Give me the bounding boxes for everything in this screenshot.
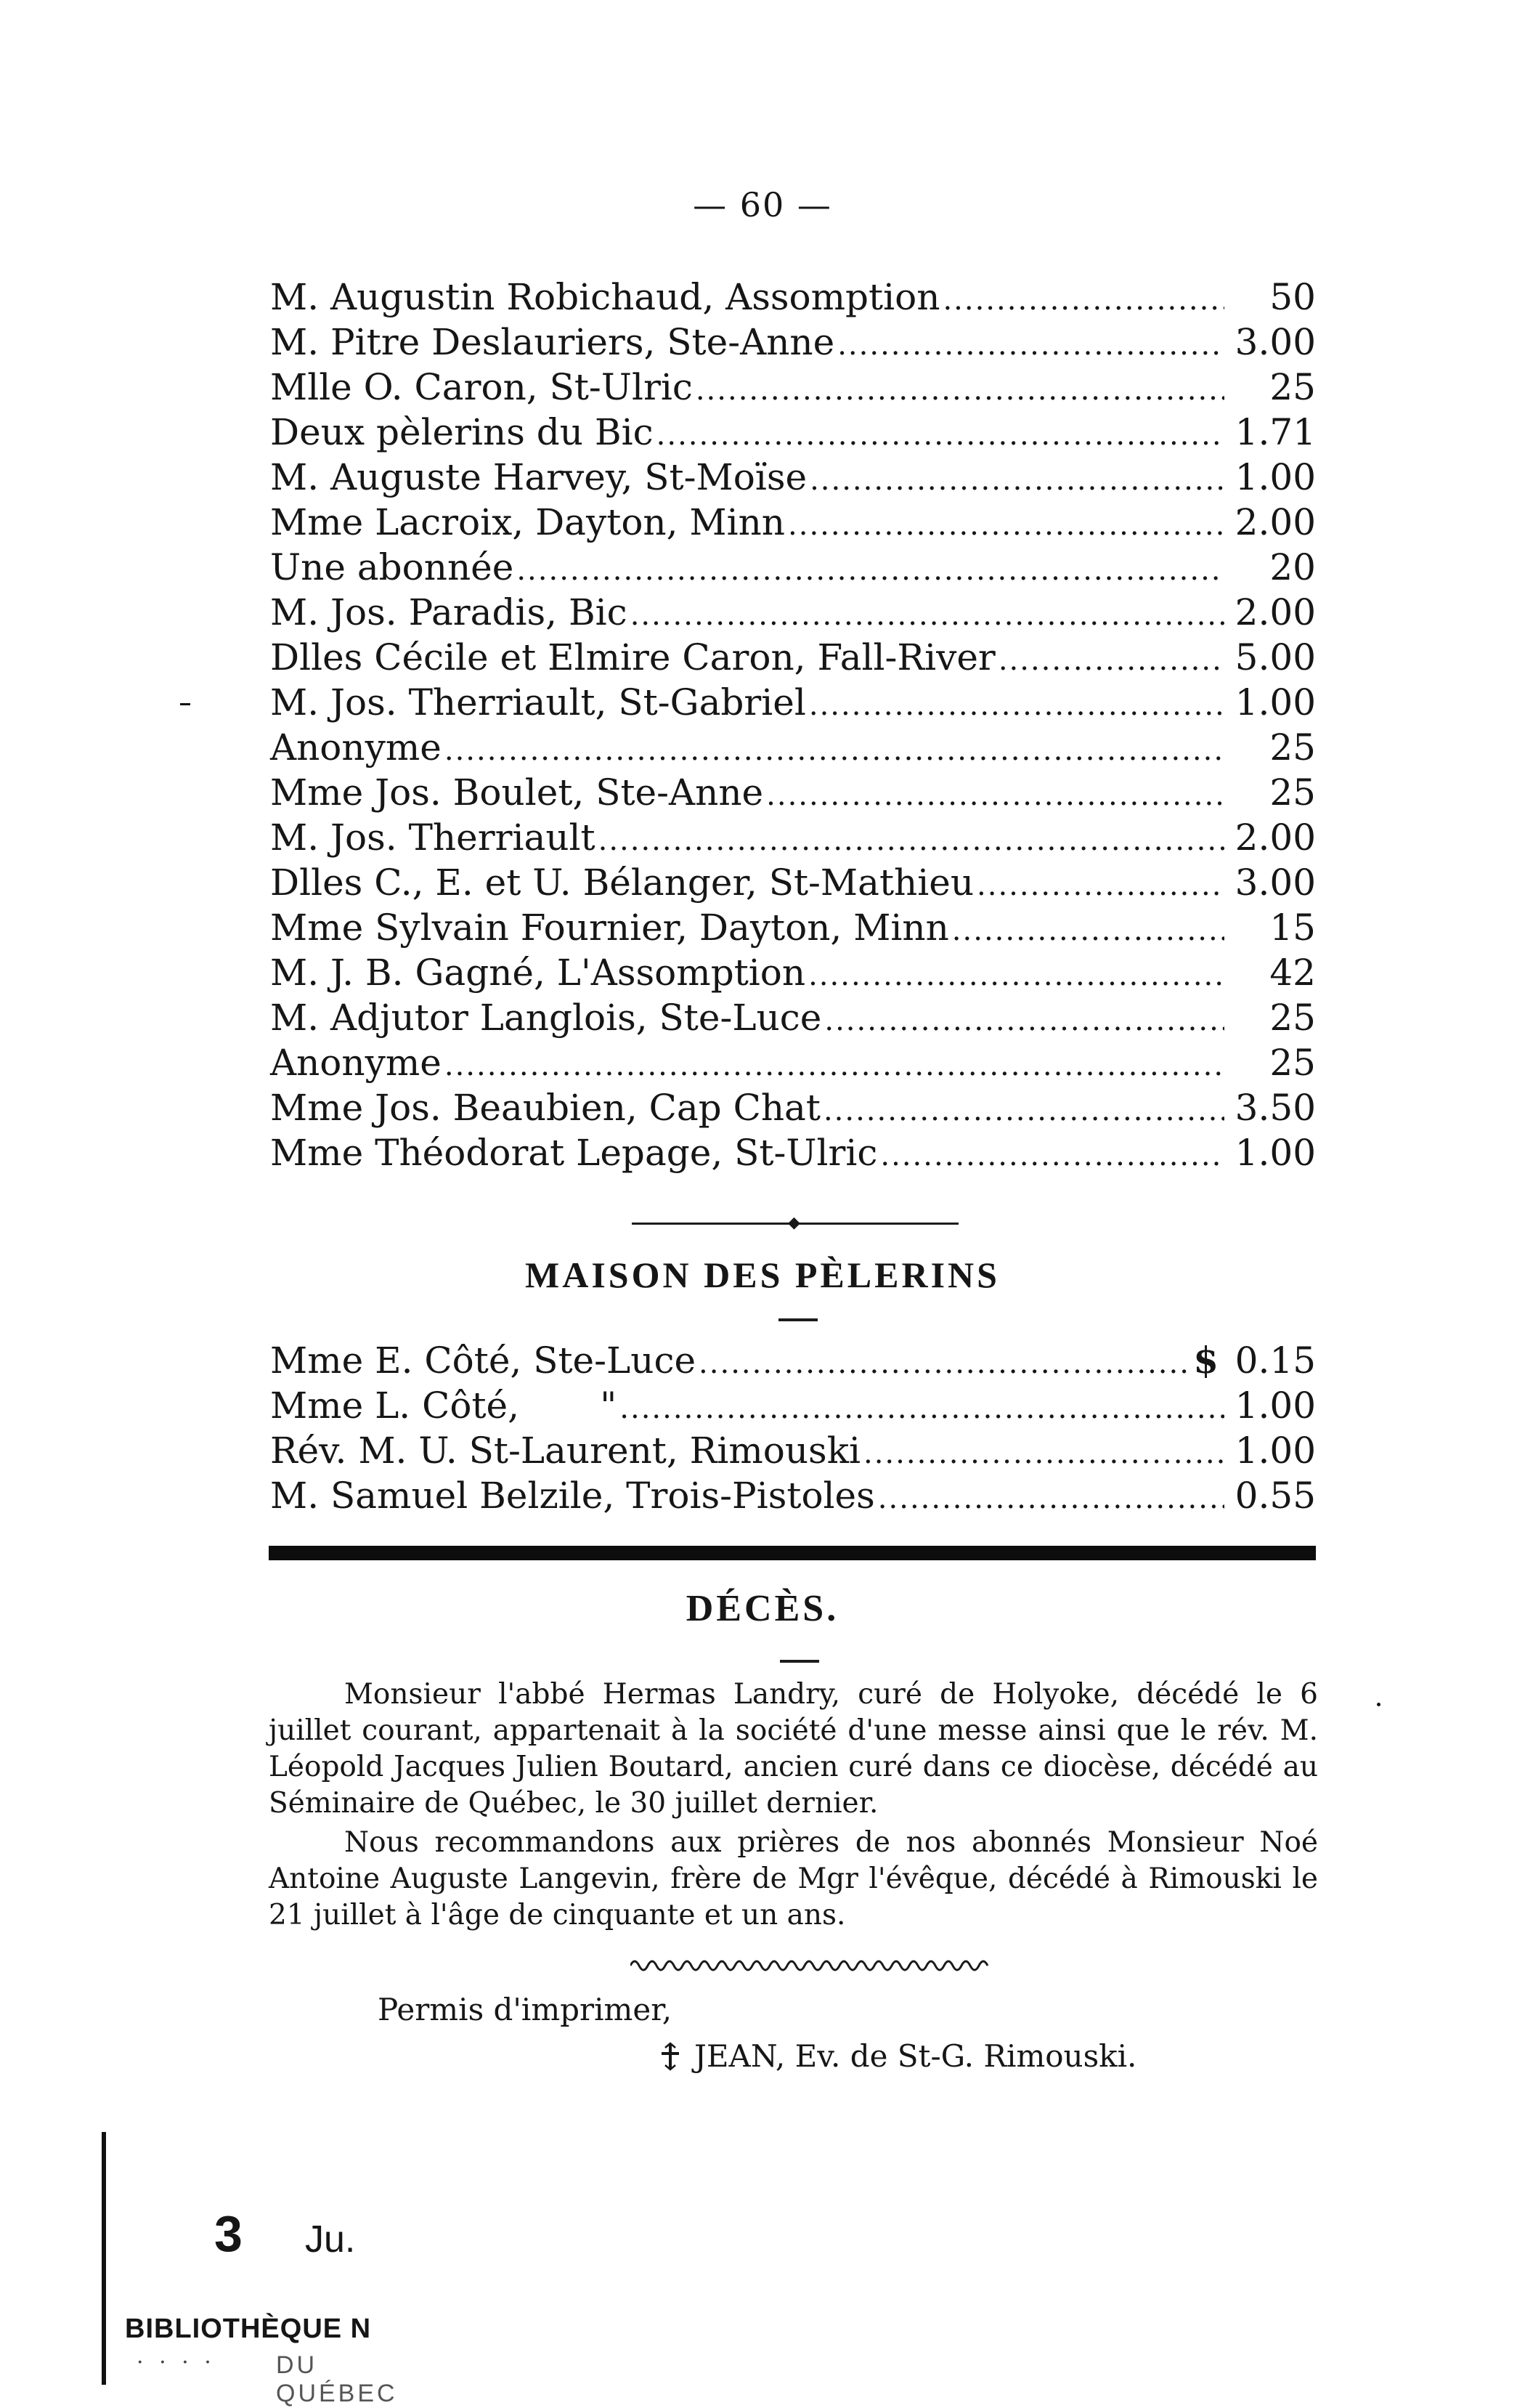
donation-entry: [270, 725, 1316, 770]
donation-entry: [270, 1130, 1316, 1175]
donor-name: M. Pitre Deslauriers, Ste-Anne: [270, 321, 835, 363]
donation-amount: 25: [1269, 1042, 1316, 1084]
obituary-paragraph: Nous recommandons aux prières de nos abonnés Monsieur Noé Antoine Auguste Langevin, frère de Mgr l'évêque, décédé à Rimouski le 21 juillet à l'âge de cinquante et un ans.: [269, 1826, 1318, 1931]
dot-leader: [824, 998, 1224, 1043]
donation-entry: [270, 590, 1316, 635]
dot-leader: [878, 1476, 1224, 1521]
donor-name: M. Jos. Paradis, Bic: [270, 591, 627, 633]
donor-name: Anonyme: [270, 726, 442, 769]
donation-list: [270, 275, 1316, 1175]
donor-name: M. Samuel Belzile, Trois-Pistoles: [270, 1475, 875, 1517]
donation-entry: [270, 770, 1316, 815]
donation-amount: 25: [1269, 726, 1316, 769]
donation-amount: 1.00: [1235, 1385, 1316, 1427]
donor-name: Une abonnée: [270, 546, 514, 588]
dot-leader: [880, 1133, 1224, 1178]
donation-amount: 50: [1269, 276, 1316, 318]
donation-amount: 25: [1269, 366, 1316, 408]
donor-name: Mme Sylvain Fournier, Dayton, Minn: [270, 907, 949, 949]
donor-name: Mme Théodorat Lepage, St-Ulric: [270, 1132, 878, 1174]
donor-name: Rév. M. U. St-Laurent, Rimouski: [270, 1430, 861, 1472]
donor-name: Mme Jos. Boulet, Ste-Anne: [270, 771, 764, 814]
stamp-bar: [102, 2132, 106, 2385]
dot-leader: [766, 773, 1224, 818]
donation-entry: [270, 905, 1316, 950]
donor-name: Anonyme: [270, 1042, 442, 1084]
donation-entry: [270, 500, 1316, 545]
donation-entry: [270, 365, 1316, 410]
dot-leader: [630, 593, 1224, 638]
dot-leader: [444, 728, 1224, 773]
donation-amount: 2.00: [1235, 591, 1316, 633]
donation-amount: 2.00: [1235, 501, 1316, 543]
donation-amount: 1.71: [1235, 411, 1316, 453]
dot-leader: [788, 503, 1224, 548]
dot-leader: [656, 413, 1224, 458]
donation-entry: [270, 950, 1316, 995]
deces-heading: DÉCÈS.: [686, 1588, 839, 1629]
imprimatur-signature: JEAN, Ev. de St-G. Rimouski.: [694, 2038, 1137, 2074]
donor-name: M. Jos. Therriault: [270, 816, 595, 859]
donation-entry: [270, 680, 1316, 725]
dot-leader: [809, 683, 1224, 728]
dot-leader: [863, 1431, 1224, 1476]
donation-amount: 1.00: [1235, 1430, 1316, 1472]
donor-name: M. Jos. Therriault, St-Gabriel: [270, 681, 806, 723]
donation-amount: 25: [1269, 771, 1316, 814]
donation-entry: [270, 455, 1316, 500]
dot-leader: [952, 908, 1224, 953]
maison-list: [270, 1338, 1316, 1518]
donation-entry: [270, 410, 1316, 455]
donor-name: Mme Jos. Beaubien, Cap Chat: [270, 1087, 821, 1129]
donor-name: Mme E. Côté, Ste-Luce: [270, 1339, 696, 1382]
imprimatur-signature-line: [659, 2038, 1136, 2075]
dot-leader: [999, 638, 1224, 683]
donor-name: Mme L. Côté, ": [270, 1385, 617, 1427]
dot-leader: [444, 1043, 1224, 1088]
dot-leader: [837, 323, 1224, 368]
section-dash: [780, 1660, 819, 1663]
donation-amount: 20: [1269, 546, 1316, 588]
maison-entry: [270, 1473, 1316, 1518]
donation-amount: 1.00: [1235, 681, 1316, 723]
donor-name: M. J. B. Gagné, L'Assomption: [270, 952, 806, 994]
donor-name: Deux pèlerins du Bic: [270, 411, 654, 453]
donation-amount: 42: [1269, 952, 1316, 994]
dot-leader: [810, 458, 1224, 503]
donor-name: M. Adjutor Langlois, Ste-Luce: [270, 997, 822, 1039]
dot-leader: [619, 1386, 1224, 1431]
donor-name: Mlle O. Caron, St-Ulric: [270, 366, 693, 408]
donation-amount: 0.15: [1235, 1339, 1316, 1382]
donor-name: Dlles Cécile et Elmire Caron, Fall-River: [270, 636, 996, 678]
donation-entry: [270, 815, 1316, 860]
dot-leader: [824, 1088, 1224, 1133]
stamp-library: BIBLIOTHÈQUE N: [125, 2314, 372, 2344]
donation-entry: [270, 1085, 1316, 1130]
maison-heading: MAISON DES PÈLERINS: [525, 1254, 1000, 1295]
donation-entry: [270, 320, 1316, 365]
dot-leader: [699, 1341, 1189, 1386]
page-number: — 60 —: [693, 185, 832, 224]
donor-name: Dlles C., E. et U. Bélanger, St-Mathieu: [270, 862, 975, 904]
donation-amount: 1.00: [1235, 1132, 1316, 1174]
donation-amount: 1.00: [1235, 456, 1316, 498]
maison-entry: [270, 1338, 1316, 1383]
donor-name: M. Augustin Robichaud, Assomption: [270, 276, 940, 318]
donation-entry: [270, 545, 1316, 590]
maison-entry: [270, 1383, 1316, 1428]
thick-rule: [269, 1546, 1316, 1560]
donor-name: M. Auguste Harvey, St-Moïse: [270, 456, 808, 498]
donation-entry: [270, 1040, 1316, 1085]
donation-amount: 0.55: [1235, 1475, 1316, 1517]
dot-leader: [598, 818, 1224, 863]
dot-leader: [977, 863, 1224, 908]
imprimatur-permis: Permis d'imprimer,: [378, 1992, 672, 2027]
donation-entry: [270, 635, 1316, 680]
stamp-city: DU QUÉBEC: [276, 2351, 398, 2407]
maison-entry: [270, 1428, 1316, 1473]
donation-entry: [270, 275, 1316, 320]
stamp-dots: · · · ·: [137, 2350, 216, 2375]
donation-amount: 5.00: [1235, 636, 1316, 678]
donation-entry: [270, 860, 1316, 905]
dot-leader: [696, 368, 1224, 413]
donation-amount: 25: [1269, 997, 1316, 1039]
stamp-abbr: Ju.: [305, 2218, 356, 2261]
wavy-rule: [630, 1954, 993, 1971]
margin-mark: [180, 703, 190, 705]
dot-leader: [943, 277, 1224, 323]
section-dash: [778, 1318, 818, 1321]
donation-entry: [270, 995, 1316, 1040]
stamp-number: 3: [214, 2205, 243, 2262]
currency-symbol: $: [1193, 1339, 1219, 1382]
dot-leader: [808, 953, 1224, 998]
donation-amount: 3.00: [1235, 321, 1316, 363]
donor-name: Mme Lacroix, Dayton, Minn: [270, 501, 786, 543]
library-stamp: [94, 2132, 428, 2407]
diamond-icon: ◆: [788, 1214, 800, 1232]
donation-amount: 2.00: [1235, 816, 1316, 859]
margin-mark: [1377, 1703, 1380, 1706]
donation-amount: 3.00: [1235, 862, 1316, 904]
donation-amount: 15: [1269, 907, 1316, 949]
cross-icon: [659, 2042, 681, 2071]
donation-amount: 3.50: [1235, 1087, 1316, 1129]
dot-leader: [516, 548, 1224, 593]
obituary-paragraph: Monsieur l'abbé Hermas Landry, curé de Holyoke, décédé le 6 juillet courant, appartenait à la société d'une messe ainsi que le rév. M. Léopold Jacques Julien Boutard, ancien curé dans ce diocèse, décédé au Séminaire de Québec, le 30 juillet dernier.: [269, 1678, 1318, 1820]
